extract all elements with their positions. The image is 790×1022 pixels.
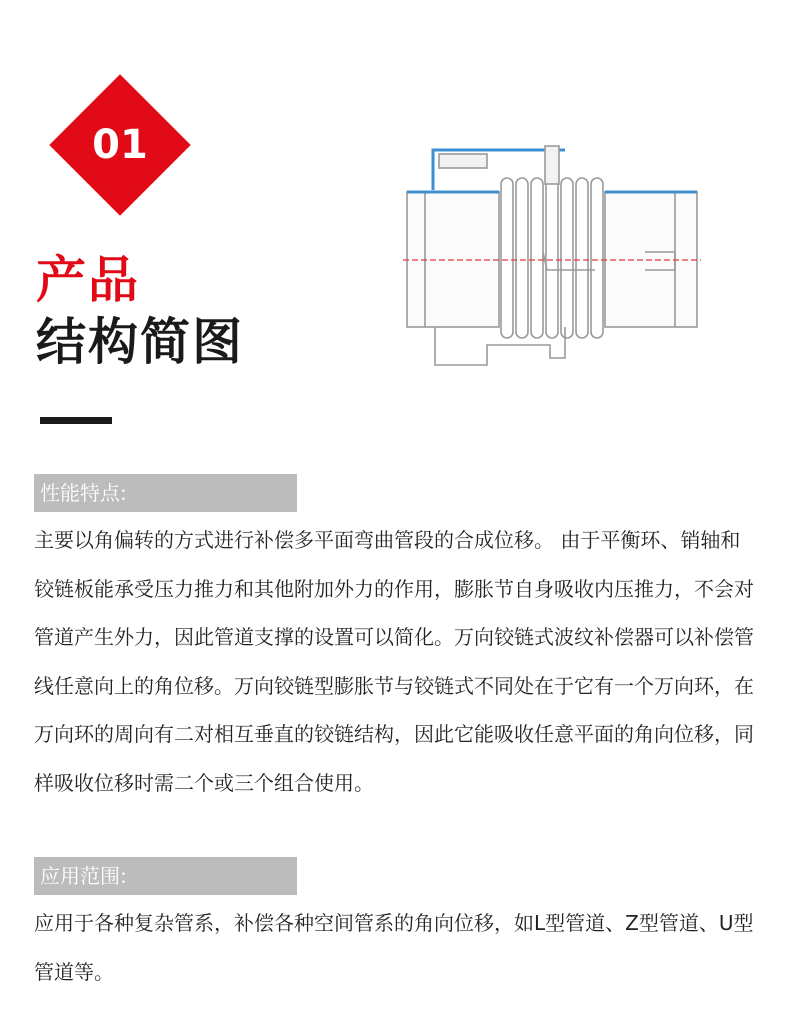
section-number: 01	[92, 122, 148, 168]
title-line-1: 产品	[36, 251, 140, 309]
section-number-badge	[50, 75, 190, 215]
title-line-2: 结构简图	[36, 313, 244, 371]
top-hinge-plate	[439, 146, 559, 184]
title-underline	[40, 417, 112, 424]
application-body: 应用于各种复杂管系，补偿各种空间管系的角向位移，如L型管道、Z型管道、U型管道等。	[34, 911, 754, 984]
features-header: 性能特点:	[34, 474, 297, 512]
expansion-joint-structure-diagram	[395, 140, 725, 385]
application-header: 应用范围:	[34, 857, 297, 895]
features-body: 主要以角偏转的方式进行补偿多平面弯曲管段的合成位移。 由于平衡环、销轴和铰链板能承受压力推力和其他附加外力的作用，膨胀节自身吸收内压推力，不会对管道产生外力，因此管道支撑的设置可以简化。万向铰链式波纹补偿器可以补偿管线任意向上的角位移。万向铰链型膨胀节与铰链式不同处在于它有一个万向环，在万向环的周向有二对相互垂直的铰链结构，因此它能吸收任意平面的角向位移，同样吸收位移时需二个或三个组合使用。	[34, 528, 754, 795]
bellows-convolutions	[501, 178, 603, 338]
